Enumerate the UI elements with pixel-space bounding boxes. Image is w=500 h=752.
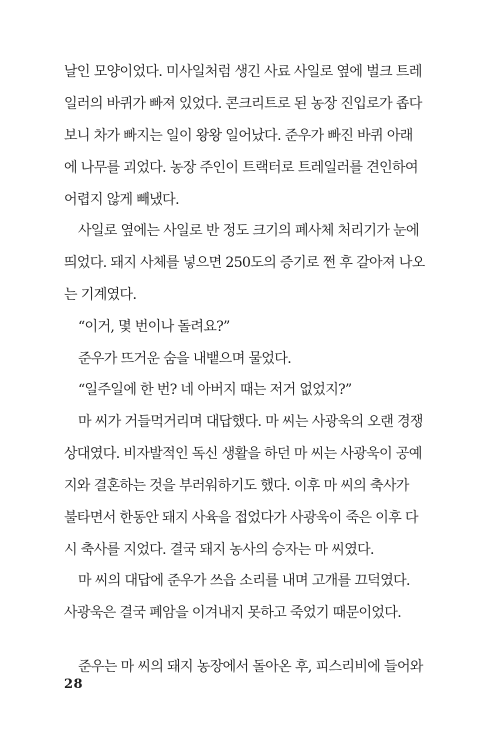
text-line: 어렵지 않게 빼냈다. (64, 192, 179, 208)
page-number: 28 (64, 677, 84, 692)
text-line: 상대였다. 비자발적인 독신 생활을 하던 마 씨는 사광욱이 공예 (64, 446, 422, 462)
text-line: 에 나무를 괴었다. 농장 주인이 트랙터로 트레일러를 견인하여 (64, 160, 418, 176)
text-line: 사일로 옆에는 사일로 반 정도 크기의 폐사체 처리기가 눈에 (78, 223, 419, 239)
text-line: 시 축사를 지었다. 결국 돼지 농사의 승자는 마 씨였다. (64, 542, 374, 558)
text-line: 준우는 마 씨의 돼지 농장에서 돌아온 후, 피스리비에 들어와 (78, 659, 423, 675)
text-line: “이거, 몇 번이나 돌려요?” (78, 319, 230, 335)
text-line: 사광욱은 결국 폐암을 이겨내지 못하고 죽었기 때문이었다. (64, 605, 402, 621)
text-line: 날인 모양이었다. 미사일처럼 생긴 사료 사일로 옆에 벌크 트레 (64, 64, 422, 80)
text-line: 준우가 뜨거운 숨을 내뱉으며 물었다. (78, 351, 292, 367)
text-line: 마 씨가 거들먹거리며 대답했다. 마 씨는 사광욱의 오랜 경쟁 (78, 414, 423, 430)
text-line: 는 기계였다. (64, 287, 137, 303)
text-line: 띄었다. 돼지 사체를 넣으면 250도의 증기로 쩐 후 갈아져 나오 (64, 255, 425, 271)
text-line: 보니 차가 빠지는 일이 왕왕 일어났다. 준우가 빠진 바퀴 아래 (64, 128, 413, 144)
text-line: 마 씨의 대답에 준우가 쓰읍 소리를 내며 고개를 끄덕였다. (78, 573, 410, 589)
text-line: 일러의 바퀴가 빠져 있었다. 콘크리트로 된 농장 진입로가 좁다 (64, 96, 422, 112)
text-line: “일주일에 한 번? 네 아버지 때는 저거 없었지?” (78, 382, 352, 398)
text-line: 불타면서 한동안 돼지 사육을 접었다가 사광욱이 죽은 이후 다 (64, 510, 418, 526)
text-line: 지와 결혼하는 것을 부러워하기도 했다. 이후 마 씨의 축사가 (64, 478, 409, 494)
